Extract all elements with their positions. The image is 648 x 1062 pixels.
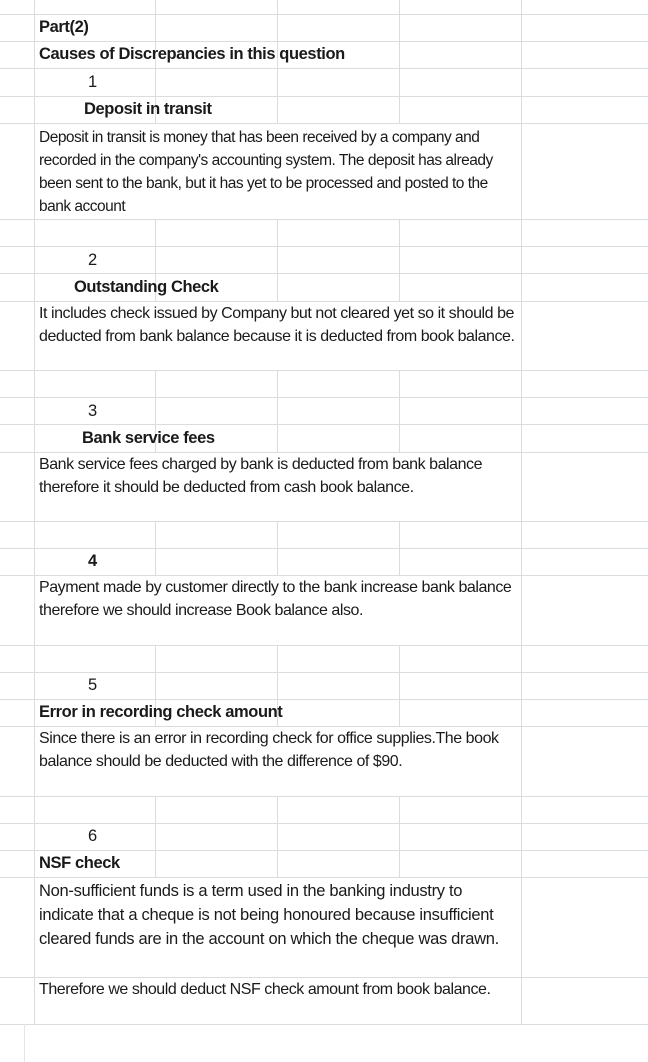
item-2-number: 2 [88,251,97,269]
item-5-number: 5 [88,676,97,694]
item-1-number: 1 [88,73,97,91]
item-6-title: NSF check [39,854,120,872]
item-1-text: Deposit in transit is money that has been received by a company and recorded in the company's accounting system. The deposit has already been sent to the bank, but it has yet to be processed and posted to the bank account [39,129,493,215]
page-bottom-area [0,1024,648,1062]
item-1-title: Deposit in transit [84,100,212,118]
item-6-text: Non-sufficient funds is a term used in the banking industry to indicate that a cheque is not being honoured because insufficient cleared funds are in the account on which the cheque was drawn. [39,882,499,948]
item-6-number: 6 [88,827,97,845]
item-4-text: Payment made by customer directly to the bank increase bank balance therefore we should increase Book balance also. [39,579,512,619]
item-3-text: Bank service fees charged by bank is deducted from bank balance therefore it should be deducted from cash book balance. [39,456,483,496]
item-6-text-continued: Therefore we should deduct NSF check amount from book balance. [39,981,491,998]
item-2-title: Outstanding Check [74,278,219,296]
part-label: Part(2) [39,18,89,36]
item-2-text: It includes check issued by Company but not cleared yet so it should be deducted from bank balance because it is deducted from book balance. [39,305,515,345]
item-4-number: 4 [88,552,97,570]
item-5-title: Error in recording check amount [39,703,283,721]
item-3-title: Bank service fees [82,429,215,447]
section-heading: Causes of Discrepancies in this question [39,45,345,63]
item-5-text: Since there is an error in recording check for office supplies.The book balance should be deducted with the difference of $90. [39,730,499,770]
item-3-number: 3 [88,402,97,420]
